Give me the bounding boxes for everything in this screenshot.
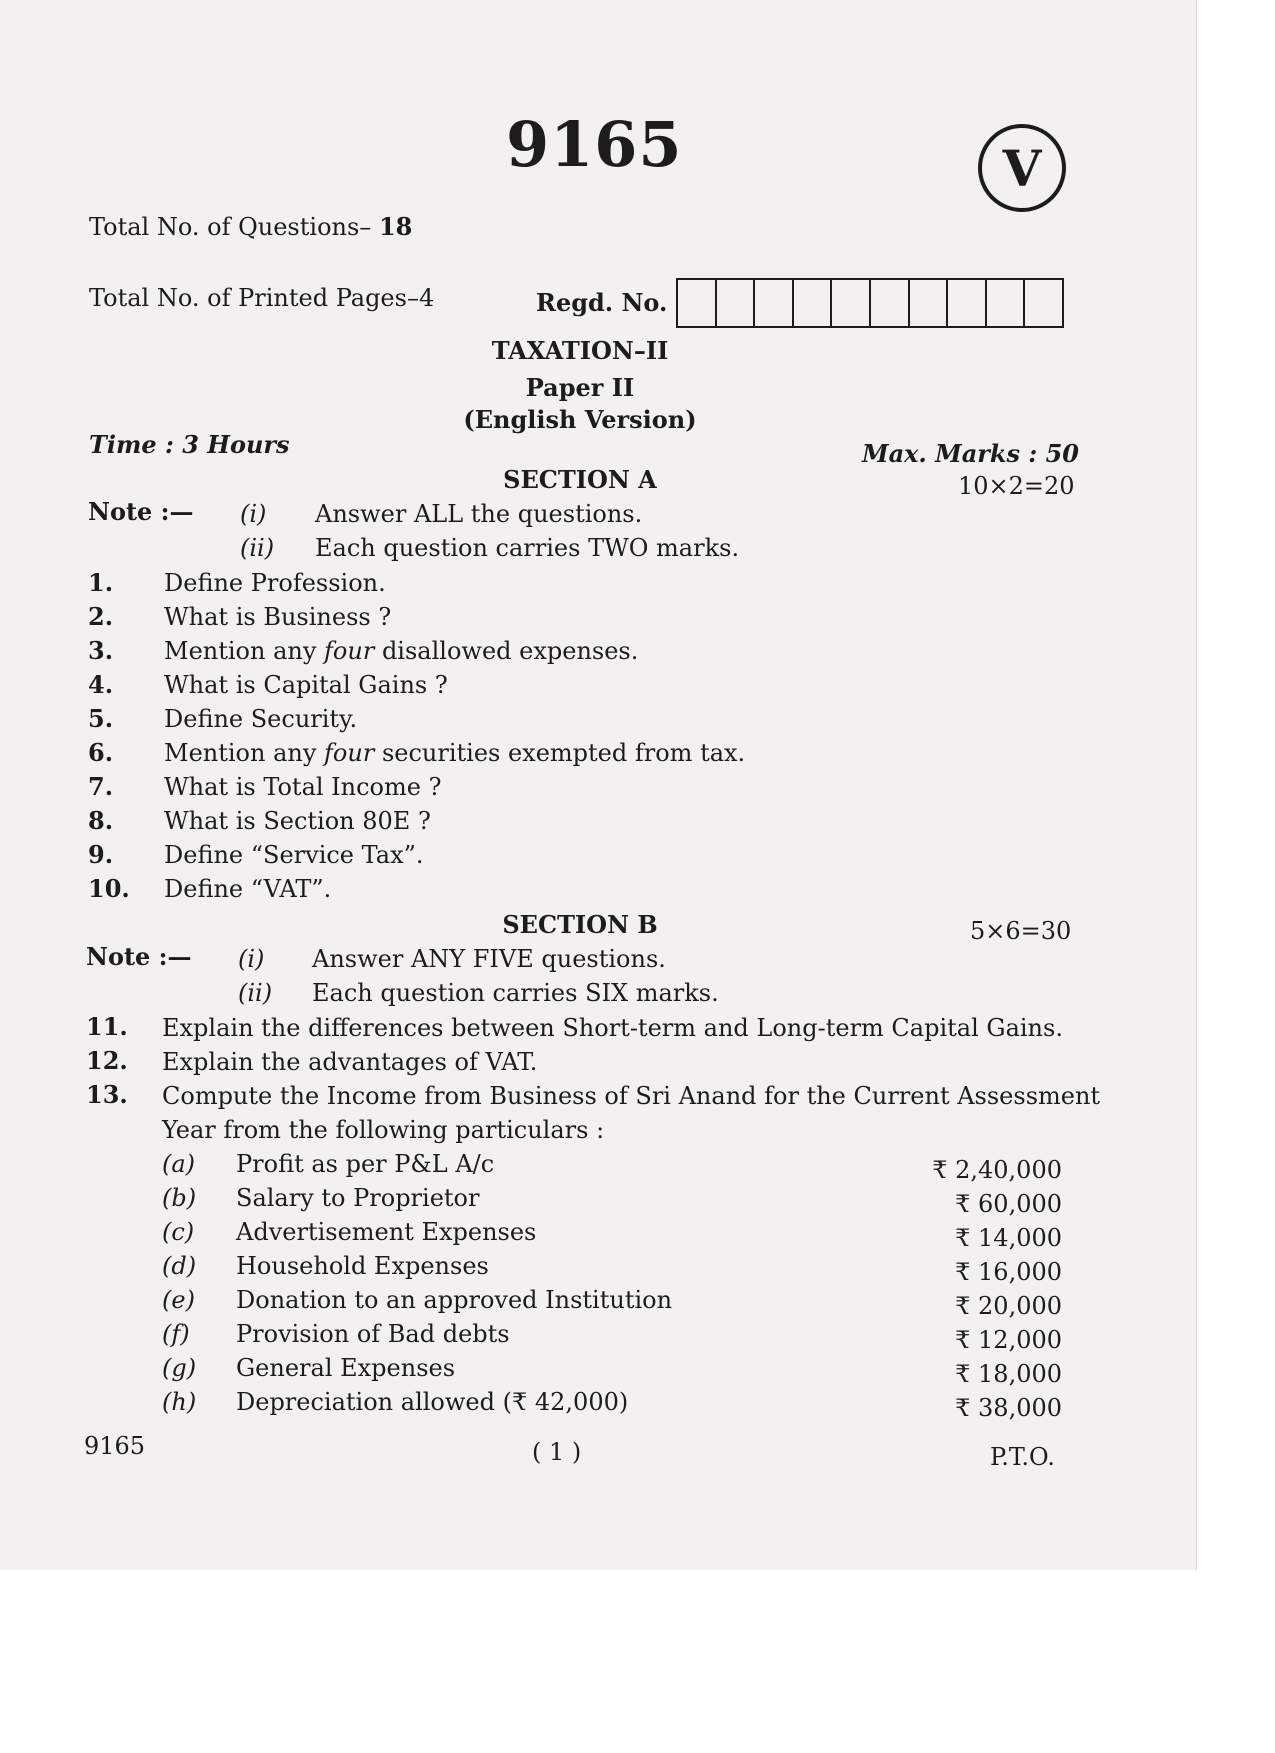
regd-digit-box[interactable] xyxy=(755,280,794,326)
particular-amount: ₹ 60,000 xyxy=(955,1190,1062,1218)
regd-digit-box[interactable] xyxy=(910,280,949,326)
particular-text: Depreciation allowed (₹ 42,000) xyxy=(236,1388,629,1416)
regd-digit-box[interactable] xyxy=(948,280,987,326)
regd-digit-box[interactable] xyxy=(1025,280,1062,326)
emphasis-text: four xyxy=(324,637,375,665)
question-number: 1. xyxy=(88,568,114,597)
particular-text: Salary to Proprietor xyxy=(236,1184,480,1212)
particular-label: (h) xyxy=(162,1388,197,1416)
question-text xyxy=(164,705,357,733)
question-text-part: Mention any xyxy=(164,637,325,665)
question-number: 13. xyxy=(86,1080,128,1109)
regd-digit-box[interactable] xyxy=(717,280,756,326)
particular-text: Household Expenses xyxy=(236,1252,489,1280)
particular-amount: ₹ 2,40,000 xyxy=(932,1156,1062,1184)
particular-amount: ₹ 12,000 xyxy=(955,1326,1062,1354)
question-number: 4. xyxy=(88,670,114,699)
question-text-part: Define “VAT”. xyxy=(164,875,332,903)
note-text: Answer ANY FIVE questions. xyxy=(312,945,666,973)
particular-label: (f) xyxy=(162,1320,190,1348)
section-b-title: SECTION B xyxy=(502,910,658,939)
question-number: 5. xyxy=(88,704,114,733)
particular-label: (e) xyxy=(162,1286,195,1314)
question-text-part: What is Section 80E ? xyxy=(164,807,431,835)
question-number: 3. xyxy=(88,636,114,665)
regd-digit-box[interactable] xyxy=(678,280,717,326)
question-number: 9. xyxy=(88,840,114,869)
particular-amount: ₹ 18,000 xyxy=(955,1360,1062,1388)
particular-text: Provision of Bad debts xyxy=(236,1320,510,1348)
particular-text: Donation to an approved Institution xyxy=(236,1286,673,1314)
section-a-marks: 10×2=20 xyxy=(958,472,1075,500)
question-number: 11. xyxy=(86,1012,128,1041)
note-text: Each question carries SIX marks. xyxy=(312,979,719,1007)
question-text xyxy=(164,807,431,835)
regd-digit-box[interactable] xyxy=(832,280,871,326)
question-text-part: Define Security. xyxy=(164,705,358,733)
particular-amount: ₹ 16,000 xyxy=(955,1258,1062,1286)
particular-amount: ₹ 20,000 xyxy=(955,1292,1062,1320)
question-text-continued: Year from the following particulars : xyxy=(162,1116,605,1144)
paper-code: 9165 xyxy=(506,108,683,181)
note-text: Each question carries TWO marks. xyxy=(315,534,740,562)
regd-digit-box[interactable] xyxy=(794,280,833,326)
paper-title: Paper II xyxy=(525,373,635,402)
question-text: Explain the differences between Short-term and Long-term Capital Gains. xyxy=(162,1014,1063,1042)
regd-digit-box[interactable] xyxy=(871,280,910,326)
note-number: (i) xyxy=(240,500,267,528)
particular-text: General Expenses xyxy=(236,1354,456,1382)
question-text xyxy=(164,841,424,869)
particular-label: (g) xyxy=(162,1354,197,1382)
question-text-part: What is Capital Gains ? xyxy=(164,671,448,699)
total-pages: Total No. of Printed Pages–4 xyxy=(89,284,435,312)
question-number: 10. xyxy=(88,874,130,903)
question-text xyxy=(164,637,638,665)
total-questions-value: 18 xyxy=(378,212,413,241)
version-badge: V xyxy=(978,124,1066,212)
total-questions xyxy=(89,212,412,241)
particular-label: (c) xyxy=(162,1218,195,1246)
section-a-note-label: Note :— xyxy=(88,497,194,526)
regd-number-boxes[interactable] xyxy=(676,278,1064,328)
subject-title: TAXATION–II xyxy=(491,336,669,365)
question-number: 6. xyxy=(88,738,114,767)
section-a-title: SECTION A xyxy=(503,465,657,494)
section-b-marks: 5×6=30 xyxy=(970,917,1072,945)
question-number: 8. xyxy=(88,806,114,835)
language-title: (English Version) xyxy=(463,405,697,434)
question-number: 12. xyxy=(86,1046,128,1075)
particular-text: Profit as per P&L A/c xyxy=(236,1150,495,1178)
question-text-part: securities exempted from tax. xyxy=(374,739,746,767)
question-text: Compute the Income from Business of Sri Anand for the Current Assessment xyxy=(162,1082,1101,1110)
time-allowed: Time : 3 Hours xyxy=(89,430,290,459)
question-text xyxy=(164,875,331,903)
particular-amount: ₹ 38,000 xyxy=(955,1394,1062,1422)
question-text xyxy=(164,671,448,699)
regd-digit-box[interactable] xyxy=(987,280,1026,326)
emphasis-text: four xyxy=(324,739,375,767)
particular-amount: ₹ 14,000 xyxy=(955,1224,1062,1252)
note-number: (ii) xyxy=(238,979,273,1007)
regd-label: Regd. No. xyxy=(536,288,668,317)
particular-label: (a) xyxy=(162,1150,196,1178)
question-text-part: Define “Service Tax”. xyxy=(164,841,424,869)
question-text xyxy=(164,773,441,801)
note-number: (i) xyxy=(238,945,265,973)
section-b-note-label: Note :— xyxy=(86,942,192,971)
question-text-part: Mention any xyxy=(164,739,325,767)
question-number: 2. xyxy=(88,602,114,631)
question-number: 7. xyxy=(88,772,114,801)
question-text xyxy=(164,569,386,597)
question-text-part: disallowed expenses. xyxy=(374,637,639,665)
pto-marker: P.T.O. xyxy=(990,1443,1055,1471)
question-text-part: Define Profession. xyxy=(164,569,386,597)
question-text-part: What is Business ? xyxy=(164,603,392,631)
note-text: Answer ALL the questions. xyxy=(315,500,643,528)
particular-label: (d) xyxy=(162,1252,197,1280)
max-marks: Max. Marks : 50 xyxy=(862,439,1080,468)
note-number: (ii) xyxy=(240,534,275,562)
footer-code: 9165 xyxy=(84,1432,146,1460)
question-text xyxy=(164,603,391,631)
page-number: ( 1 ) xyxy=(532,1438,582,1466)
particular-text: Advertisement Expenses xyxy=(236,1218,537,1246)
particular-label: (b) xyxy=(162,1184,197,1212)
question-text xyxy=(164,739,745,767)
question-text: Explain the advantages of VAT. xyxy=(162,1048,538,1076)
total-questions-label: Total No. of Questions– xyxy=(89,213,372,241)
question-text-part: What is Total Income ? xyxy=(164,773,442,801)
